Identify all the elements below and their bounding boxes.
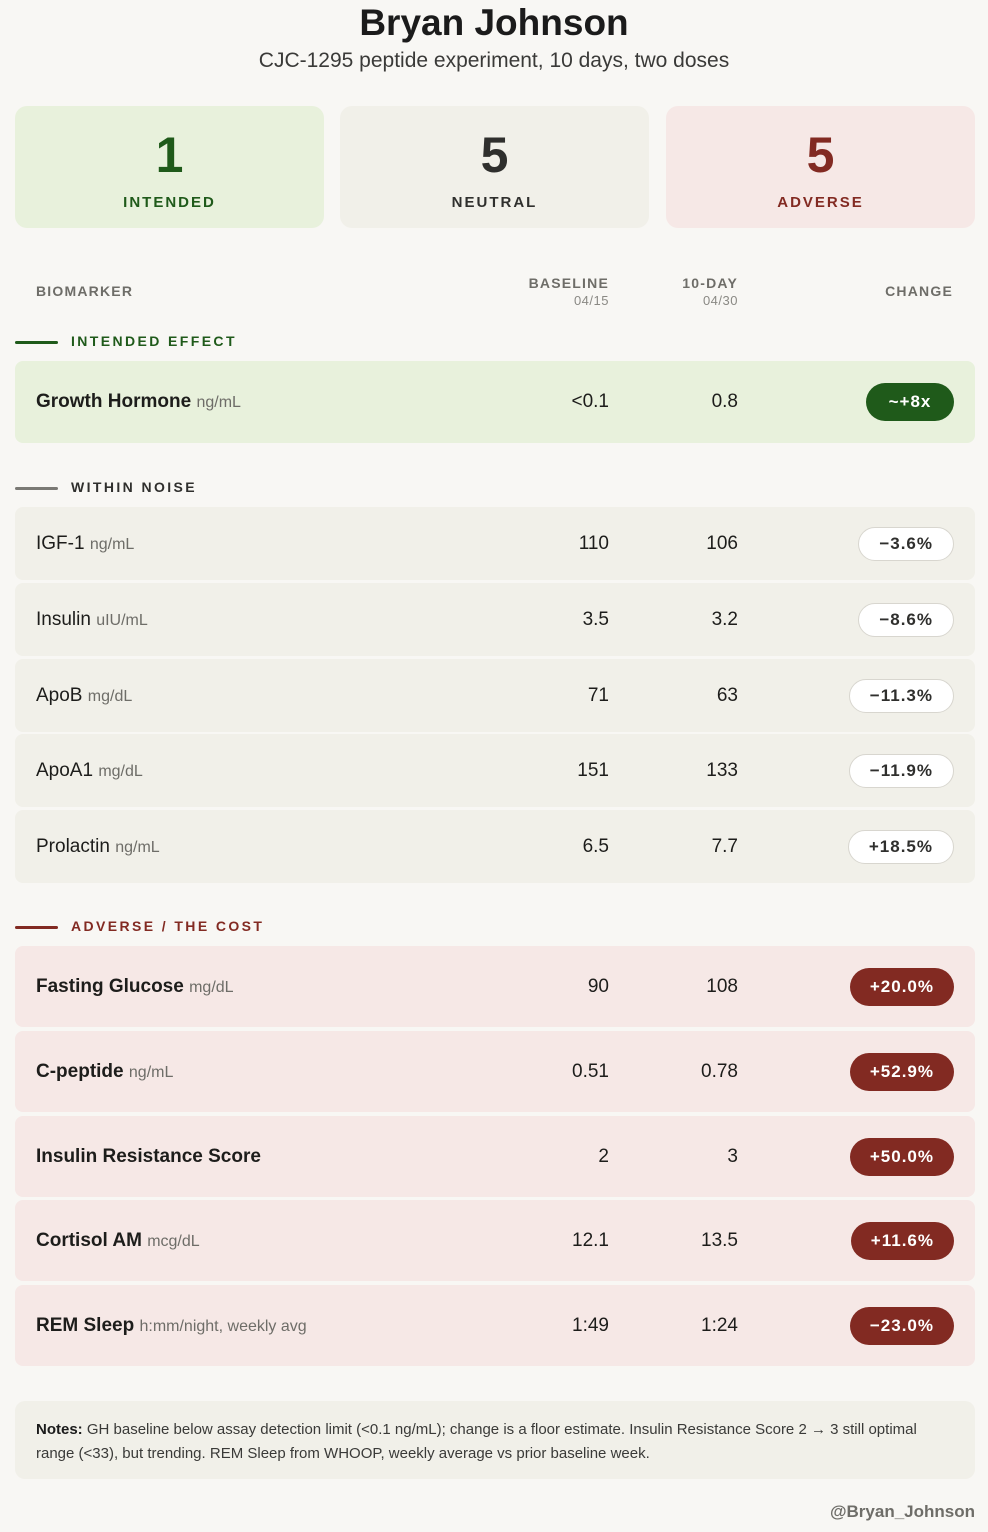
change-badge: −8.6% bbox=[858, 603, 954, 637]
biomarker-unit: mg/dL bbox=[98, 763, 143, 780]
baseline-value: 71 bbox=[587, 685, 609, 706]
column-header-baseline-date: 04/15 bbox=[573, 293, 609, 308]
biomarker-unit: mg/dL bbox=[87, 688, 133, 705]
baseline-value: 6.5 bbox=[582, 836, 609, 857]
baseline-value: 2 bbox=[598, 1146, 609, 1167]
table-row bbox=[15, 1200, 975, 1281]
table-row bbox=[15, 583, 975, 656]
biomarker-label: Insulin Resistance Score bbox=[36, 1146, 261, 1167]
section-divider-line bbox=[15, 926, 58, 929]
summary-card-intended bbox=[15, 106, 324, 228]
table-row bbox=[15, 810, 975, 883]
biomarker-label: Insulin bbox=[36, 609, 91, 630]
adverse-count: 5 bbox=[806, 127, 835, 183]
column-header-baseline: BASELINE bbox=[528, 275, 609, 291]
column-header-change: CHANGE bbox=[885, 283, 953, 299]
section-divider-line bbox=[15, 341, 58, 344]
intended-count: 1 bbox=[155, 127, 184, 183]
biomarker-label: Cortisol AM bbox=[36, 1230, 142, 1251]
baseline-value: 151 bbox=[577, 760, 609, 781]
baseline-value: 90 bbox=[587, 976, 609, 997]
column-header-10day: 10-DAY bbox=[682, 275, 738, 291]
section-divider-line bbox=[15, 487, 58, 490]
day10-value: 0.78 bbox=[701, 1061, 738, 1082]
biomarker-name bbox=[36, 976, 234, 998]
day10-value: 3.2 bbox=[711, 609, 738, 630]
column-header-biomarker: BIOMARKER bbox=[36, 283, 134, 299]
table-row bbox=[15, 734, 975, 807]
notes-box bbox=[15, 1401, 975, 1479]
page-subtitle: CJC-1295 peptide experiment, 10 days, two doses bbox=[258, 49, 730, 72]
day10-value: 3 bbox=[727, 1146, 738, 1167]
day10-value: 108 bbox=[706, 976, 738, 997]
change-badge: +52.9% bbox=[850, 1053, 954, 1091]
day10-value: 7.7 bbox=[711, 836, 738, 857]
biomarker-name bbox=[36, 609, 148, 631]
biomarker-name bbox=[36, 533, 134, 555]
notes-text: GH baseline below assay detection limit (<0.1 ng/mL); change is a floor estimate. Insulin Resistance Score 2 → 3 still optimal range (<33), but trending. REM Sleep from WHOOP, weekly average vs prior baseline week. bbox=[36, 1421, 917, 1462]
biomarker-unit: uIU/mL bbox=[96, 612, 148, 629]
day10-value: 13.5 bbox=[701, 1230, 738, 1251]
biomarker-name bbox=[36, 1315, 307, 1337]
change-badge: −11.9% bbox=[849, 754, 954, 788]
change-badge: +50.0% bbox=[850, 1138, 954, 1176]
table-row bbox=[15, 1116, 975, 1197]
change-badge: −23.0% bbox=[850, 1307, 954, 1345]
baseline-value: 0.51 bbox=[572, 1061, 609, 1082]
biomarker-label: REM Sleep bbox=[36, 1315, 135, 1336]
biomarker-label: ApoB bbox=[36, 685, 83, 706]
baseline-value: 1:49 bbox=[572, 1315, 609, 1336]
biomarker-name bbox=[36, 1230, 200, 1252]
neutral-count: 5 bbox=[480, 127, 509, 183]
biomarker-name bbox=[36, 685, 132, 707]
biomarker-unit: mg/dL bbox=[189, 979, 234, 996]
biomarker-label: IGF-1 bbox=[36, 533, 85, 554]
author-handle: @Bryan_Johnson bbox=[829, 1502, 975, 1521]
column-header-10day-date: 04/30 bbox=[702, 293, 738, 308]
biomarker-unit: ng/mL bbox=[128, 1064, 174, 1081]
biomarker-unit: mcg/dL bbox=[147, 1233, 200, 1250]
baseline-value: <0.1 bbox=[571, 391, 609, 412]
biomarker-label: Growth Hormone bbox=[36, 391, 192, 412]
change-badge: +18.5% bbox=[848, 830, 954, 864]
baseline-value: 3.5 bbox=[582, 609, 609, 630]
biomarker-name bbox=[36, 760, 143, 782]
notes-label: Notes: bbox=[36, 1421, 83, 1438]
table-row bbox=[15, 507, 975, 580]
biomarker-name bbox=[36, 836, 160, 858]
change-badge: −3.6% bbox=[858, 527, 954, 561]
summary-card-adverse bbox=[666, 106, 975, 228]
table-row bbox=[15, 361, 975, 443]
summary-card-neutral bbox=[340, 106, 649, 228]
biomarker-label: Prolactin bbox=[36, 836, 110, 857]
adverse-label: ADVERSE bbox=[777, 194, 864, 211]
table-row bbox=[15, 1031, 975, 1112]
change-badge: ~+8x bbox=[866, 383, 954, 421]
biomarker-label: ApoA1 bbox=[36, 760, 94, 781]
day10-value: 0.8 bbox=[711, 391, 738, 412]
change-badge: +20.0% bbox=[850, 968, 954, 1006]
biomarker-name bbox=[36, 1061, 173, 1083]
biomarker-label: C-peptide bbox=[36, 1061, 124, 1082]
change-badge: +11.6% bbox=[851, 1222, 954, 1260]
intended-label: INTENDED bbox=[123, 194, 216, 211]
table-row bbox=[15, 1285, 975, 1366]
section-title: ADVERSE / THE COST bbox=[71, 918, 265, 934]
biomarker-unit: h:mm/night, weekly avg bbox=[139, 1318, 307, 1335]
biomarker-unit: ng/mL bbox=[89, 536, 135, 553]
day10-value: 106 bbox=[706, 533, 738, 554]
table-row bbox=[15, 946, 975, 1027]
section-title: INTENDED EFFECT bbox=[71, 333, 237, 349]
biomarker-name bbox=[36, 1146, 261, 1168]
day10-value: 133 bbox=[706, 760, 738, 781]
day10-value: 63 bbox=[716, 685, 738, 706]
baseline-value: 12.1 bbox=[572, 1230, 609, 1251]
biomarker-unit: ng/mL bbox=[115, 839, 160, 856]
biomarker-name bbox=[36, 391, 241, 413]
biomarker-label: Fasting Glucose bbox=[36, 976, 184, 997]
baseline-value: 110 bbox=[578, 533, 609, 554]
change-badge: −11.3% bbox=[849, 679, 954, 713]
day10-value: 1:24 bbox=[701, 1315, 738, 1336]
neutral-label: NEUTRAL bbox=[451, 194, 538, 211]
biomarker-unit: ng/mL bbox=[196, 394, 241, 411]
page-title: Bryan Johnson bbox=[359, 2, 629, 43]
table-row bbox=[15, 659, 975, 732]
section-title: WITHIN NOISE bbox=[71, 479, 198, 495]
